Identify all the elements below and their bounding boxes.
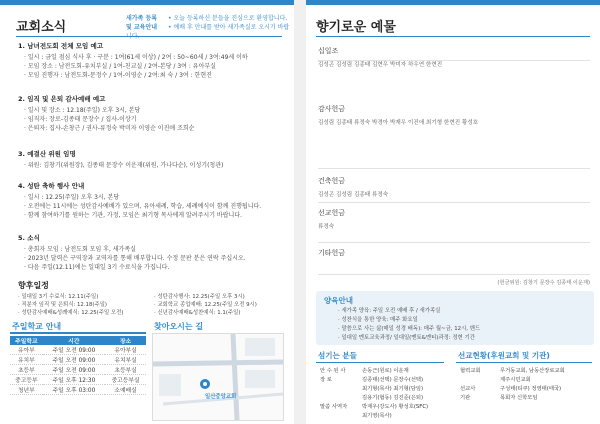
mission-label: 협력교회: [460, 368, 481, 374]
school-header-cell: 시간: [43, 336, 105, 345]
news-section-2: [18, 95, 280, 133]
servant-value: 박재우(강도사) 황성호(SFC): [362, 404, 429, 410]
nurture-line: · 성찬식을 통한 양육: 매주 화요일: [338, 315, 418, 323]
location-map[interactable]: [152, 333, 284, 421]
schedule-item: · 성탄감사예배&성례예식: 12.25(주일 오전): [18, 309, 123, 317]
table-cell: 소예배실: [105, 385, 146, 395]
section-line: · 함께 참여하기를 원하는 기관, 가정, 모임은 최기형 목사에게 알려주시기 바랍니다.: [18, 211, 280, 220]
nurture-title: 양육안내: [324, 296, 353, 305]
offering-block: [318, 46, 590, 68]
offering-divider: [318, 274, 590, 275]
top-bar: [306, 0, 600, 5]
section-title: 3. 예결산 위원 임명: [18, 150, 76, 158]
section-title: 4. 성탄 축하 행사 안내: [18, 182, 85, 190]
section-line: · 총회자 모임 : 남전도회 모임 후, 새가족실: [18, 245, 280, 254]
section-line: · 위원: 김창기(위원장), 김종태 문장수 이운재(위원, 가나다순), 이성기(청관): [18, 161, 280, 170]
offering-block: [318, 176, 590, 198]
school-title: 주일학교 안내: [12, 322, 62, 331]
table-row: [10, 345, 146, 355]
header-divider: [16, 36, 282, 37]
section-line: · 모임 장소 : 남전도회-유치부실 / 1여-친교실 / 2여-본당 / 3여 : 유아부실: [18, 62, 280, 71]
page-gutter: [294, 0, 306, 424]
map-road: [233, 334, 237, 420]
news-section-5: [18, 234, 280, 272]
offering-block: [318, 104, 590, 126]
section-line: · 임직자: 장로-김종태 문장수 / 집사-이상기: [18, 115, 280, 124]
map-block: [245, 370, 275, 388]
section-line: · 다음 주일(12.11)에는 일대일 3기 수료식을 가집니다.: [18, 263, 280, 272]
servant-value: 김종태(선택) 문장수(선택): [362, 377, 424, 383]
section-line: · 일시 : 금일 점심 식사 후 · 구분 : 1여(61세 이상) / 2여 : 50~60세 / 3여:49세 이하: [18, 53, 280, 62]
map-block: [159, 374, 181, 396]
offering-divider: [318, 202, 590, 203]
offering-name: 감사헌금: [318, 105, 346, 113]
map-block: [245, 338, 275, 356]
offering-name: 선교헌금: [318, 209, 346, 217]
mission-label: 기관: [460, 395, 471, 401]
schedule-item: · 일대일 3기 수료식: 12.11(주일): [18, 293, 123, 301]
servant-value: 손동근(원로) 이운재: [362, 368, 409, 374]
offering-names: 김성곤 김성림 김종태 류정숙: [318, 192, 389, 198]
header-divider: [316, 36, 590, 37]
section-title: 1. 남녀전도회 전체 모임 예고: [18, 42, 104, 50]
map-road: [153, 362, 283, 364]
nurture-box: [316, 291, 594, 345]
servant-label: 안 수 된 사: [320, 368, 346, 374]
nurture-line: · 새가족 양육: 주일 오전 예배 후 / 새가족실: [338, 306, 440, 314]
section-line: · 일시 : 12.25(주일) 오후 3시, 본당: [18, 193, 280, 202]
newcomer-text-2: • 예배 후 안내를 받아 새가족실로 오시기 바랍: [168, 24, 290, 31]
top-bar: [0, 0, 294, 5]
table-cell: 중고등부실: [105, 375, 146, 385]
section-line: · 오전에는 11시에는 성탄감사예배가 있으며, 유아세례, 학습, 세례예식이 함께 진행됩니다.: [18, 202, 280, 211]
mission-title: 선교현황(후원교회 및 기관): [458, 351, 550, 360]
servant-label: 장 로: [320, 377, 332, 383]
table-cell: 유치부실: [105, 355, 146, 365]
schedule-title: 향후일정: [18, 281, 49, 290]
right-page: [306, 0, 600, 424]
table-row: [10, 375, 146, 385]
offering-divider: [318, 168, 590, 169]
section-line: · 일시 및 장소 : 12.18(주일) 오후 3시, 본당: [18, 106, 280, 115]
offering-names: 김성곤 김성림 김종태 김현우 박미자 하우연 한현진: [318, 62, 443, 68]
nurture-line: · 말씀으로 사는 삶(매일 성경 배독): 매주 월~금, 12시, 밴드: [338, 324, 480, 332]
school-rule: [10, 332, 146, 334]
school-header-cell: 주일학교: [10, 336, 43, 345]
offering-committee-note: (헌금위원: 김창기 문장수 김종태 이운재): [497, 280, 590, 286]
servant-value: 김용기(협동) 김진준(은퇴): [362, 395, 424, 401]
table-cell: 유치부: [10, 355, 43, 365]
offering-names: 김성림 김종태 류정숙 박경아 박재우 이진애 최기형 한현진 황성호: [318, 120, 479, 126]
offering-name: 기타헌금: [318, 249, 346, 257]
news-section-4: [18, 182, 280, 220]
servant-value: 최기영(목사): [362, 413, 392, 419]
servants-rule: [316, 362, 444, 363]
page-title: 향기로운 예물: [316, 20, 396, 35]
schedule-item: · 성탄감사행사: 12.25(주일 오후 3시): [154, 293, 257, 301]
mission-value: 목회자 신학모임: [500, 395, 538, 401]
offering-name: 십일조: [318, 47, 339, 55]
table-row: [10, 365, 146, 375]
table-cell: 유아부: [10, 345, 43, 355]
table-cell: 중고등부: [10, 375, 43, 385]
offering-block: [318, 248, 590, 262]
news-section-1: [18, 42, 280, 80]
servant-label: 말씀 사역자: [320, 404, 348, 410]
servant-value: 최기형(목사) 최기형(담임): [362, 386, 424, 392]
school-table: [10, 336, 146, 395]
table-row: [10, 385, 146, 395]
nurture-line: · 일대일 멘토교육과정/ 일대일(멘토&멘티)과정: 정현 기간: [338, 333, 475, 341]
mission-value: 구성태(티쿠) 정영태(태국): [500, 386, 562, 392]
table-cell: 주일 오전 09:00: [43, 365, 105, 375]
schedule-item: · 신년감사예배&성찬예식: 1.1(주일): [154, 309, 257, 317]
newcomer-label-1: 새가족 등록: [126, 15, 158, 22]
table-row: [10, 355, 146, 365]
servants-title: 섬기는 분들: [318, 351, 357, 360]
page-title: 교회소식: [16, 20, 67, 35]
mission-rule: [456, 362, 592, 363]
section-title: 5. 소식: [18, 234, 40, 242]
map-drawing: [153, 334, 283, 420]
schedule-left: [18, 293, 123, 317]
table-cell: 초등부: [10, 365, 43, 375]
schedule-item: · 직분자 임직 및 은퇴식: 12.18(주일): [18, 301, 123, 309]
map-church-label: 일산중앙교회: [205, 394, 237, 400]
map-pin-dot: [203, 382, 207, 386]
newcomer-label-2: 및 교육안내: [126, 24, 158, 31]
mission-value: 제주시민교회: [500, 377, 531, 383]
mission-value: 무거동교회, 남동산장로교회: [500, 368, 565, 374]
schedule-right: [154, 293, 257, 317]
offering-name: 건축헌금: [318, 177, 346, 185]
table-cell: 유아부실: [105, 345, 146, 355]
news-section-3: [18, 150, 280, 170]
offering-divider: [318, 242, 590, 243]
section-title: 2. 임직 및 은퇴 감사예배 예고: [18, 95, 106, 103]
newcomer-text-1: • 오늘 등록하신 분들을 진심으로 환영합니다.: [168, 15, 288, 22]
left-page: [0, 0, 294, 424]
offering-block: [318, 208, 590, 230]
section-line: · 모임 진행자 : 남전도회-문정수 / 1여-이영순 / 2여:최 숙 / 3여 : 한현진: [18, 71, 280, 80]
table-cell: 청년부: [10, 385, 43, 395]
school-header-cell: 장소: [105, 336, 146, 345]
table-cell: 주일 오전 09:00: [43, 355, 105, 365]
section-line: · 은퇴자: 집사-손창근 / 권사-류정숙 박미자 이영순 이진애 조희순: [18, 124, 280, 133]
table-cell: 주일 오후 03:00: [43, 385, 105, 395]
mission-label: 선교사: [460, 386, 476, 392]
schedule-item: · 교회학교 종업예배: 12.25(주일 오전 9시): [154, 301, 257, 309]
table-cell: 초등부실: [105, 365, 146, 375]
map-title: 찾아오시는 길: [154, 322, 204, 331]
offering-divider: [318, 60, 590, 61]
section-line: · 2023년 달력은 구역장과 교역자를 통해 배부합니다. 수정 문판 분은 연락 주십시오.: [18, 254, 280, 263]
table-cell: 주일 오전 09:00: [43, 345, 105, 355]
offering-names: 류정숙: [318, 224, 335, 230]
table-cell: 주일 오후 12:30: [43, 375, 105, 385]
school-header-row: [10, 336, 146, 345]
